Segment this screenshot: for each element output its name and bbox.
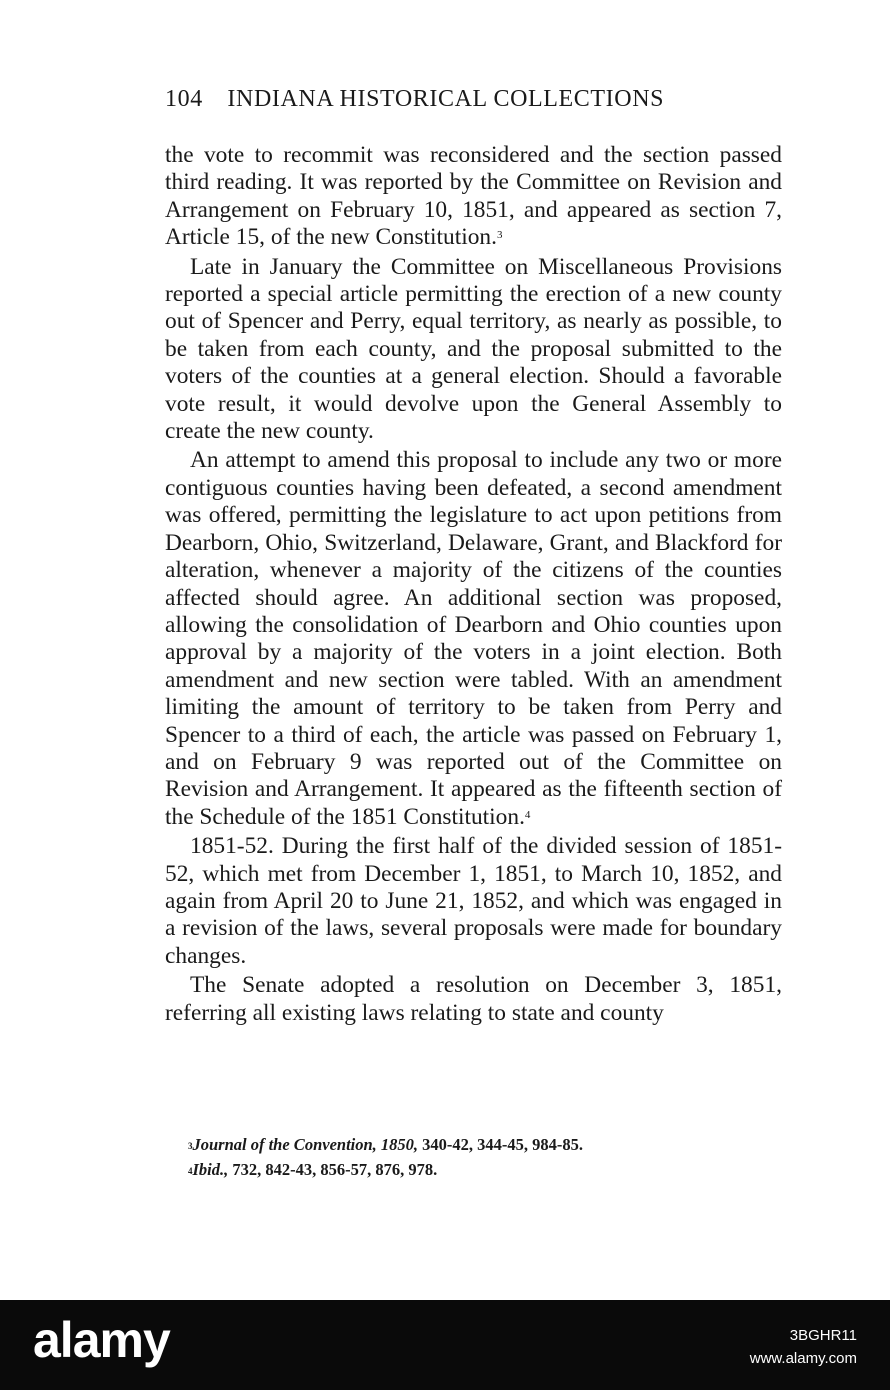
page-number: 104 (165, 86, 203, 112)
paragraph: the vote to recommit was reconsidered and the section passed third reading. It was reported by the Committee on Revision and Arrangement on February 10, 1851, and appeared as section 7, Article 15, of the new Constitution.$^3$ (165, 142, 782, 251)
footnote: $^4$Ibid., 732, 842-43, 856-57, 876, 978. (188, 1160, 438, 1179)
body-text (165, 142, 782, 1027)
paragraph: An attempt to amend this proposal to include any two or more contiguous counties having been defeated, a second amendment was offered, permitting the legislature to act upon petitions from Dearborn, Ohio, Switzerland, Delaware, Grant, and Blackford for alteration, whenever a majority of the citizens of the counties affected should agree. An additional section was proposed, allowing the consolidation of Dearborn and Ohio counties upon approval by a majority of the voters in a joint election. Both amendment and new section were tabled. With an amendment limiting the amount of territory to be taken from Perry and Spencer to a third of each, the article was passed on February 1, and on February 9 was reported out of the Committee on Revision and Arrangement. It appeared as the fifteenth section of the Schedule of the 1851 Constitution.$^4$ (165, 447, 782, 830)
footnote: $^3$Journal of the Convention, 1850, 340-42, 344-45, 984-85. (188, 1135, 584, 1154)
site-url: www.alamy.com (749, 1350, 857, 1367)
paragraph: The Senate adopted a resolution on December 3, 1851, referring all existing laws relating to state and county (165, 972, 782, 1026)
watermark-info (750, 1324, 857, 1370)
footnote-ref: 4 (524, 808, 531, 821)
running-header (165, 86, 785, 113)
footnotes (188, 1132, 788, 1182)
image-id: 3BGHR11 (789, 1327, 857, 1344)
paragraph: Late in January the Committee on Miscellaneous Provisions reported a special article permitting the erection of a new county out of Spencer and Perry, equal territory, as nearly as possible, to be taken from each county, and the proposal submitted to the voters of the counties at a general election. Should a favorable vote result, it would devolve upon the General Assembly to create the new county. (165, 253, 782, 445)
alamy-logo: alamy (33, 1312, 170, 1368)
footnote-ref: 3 (496, 229, 503, 242)
watermark-bar (0, 1300, 890, 1390)
running-title: INDIANA HISTORICAL COLLECTIONS (227, 86, 665, 112)
paragraph: 1851-52. During the first half of the divided session of 1851-52, which met from December 1, 1851, to March 10, 1852, and again from April 20 to June 21, 1852, and which was engaged in a revision of the laws, several proposals were made for boundary changes. (165, 833, 782, 969)
